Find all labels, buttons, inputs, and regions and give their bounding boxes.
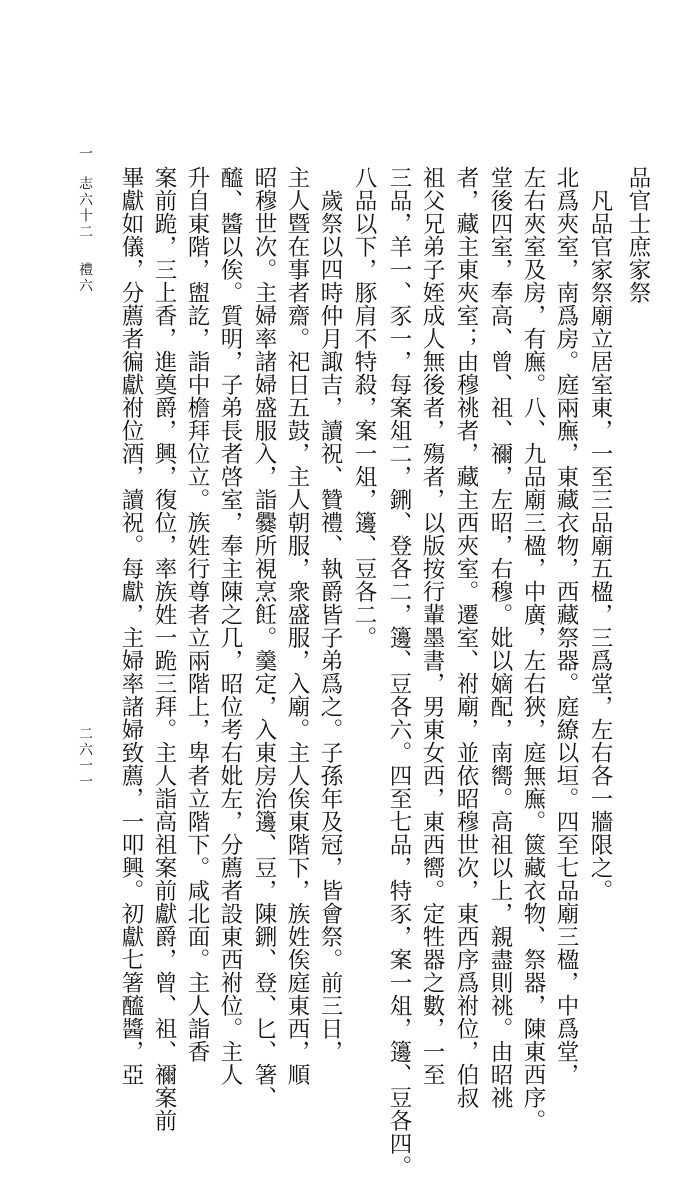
footer-chapter: 禮六	[77, 262, 93, 294]
text-column: 歲祭以四時仲月諏吉，讀祝、贊禮、執爵皆子弟爲之。子孫年及冠，皆會祭。前三日，	[317, 166, 343, 1063]
text-column: 堂後四室，奉高、曾、祖、禰，左昭，右穆。妣以嫡配，南嚮。高祖以上，親盡則祧。由昭祧	[487, 166, 513, 1109]
text-column: 祖父兄弟子姪成人無後者，殤者，以版按行輩墨書，男東女西，東西嚮。定牲器之數，一至	[419, 166, 445, 1086]
text-column: 三品，羊一、豕一，每案俎二，鉶、登各二，籩、豆各六。四至七品，特豕，案一俎，籩、豆各四。	[386, 166, 412, 1178]
text-column: 北爲夾室，南爲房。庭兩廡，東藏衣物，西藏祭器。庭繚以垣。四至七品廟三楹，中爲堂，	[553, 166, 579, 1086]
text-column: 八品以下，豚肩不特殺，案一俎，籩、豆各二。	[351, 166, 377, 649]
footer-page-number: 二六一一	[77, 726, 93, 790]
section-title: 品官士庶家祭	[625, 166, 651, 304]
text-column: 升自東階，盥訖，詣中檐拜位立。族姓行尊者立兩階上，卑者立階下。咸北面。主人詣香	[184, 166, 210, 1063]
text-column: 者，藏主東夾室；由穆祧者，藏主西夾室。遷室、祔廟，並依昭穆世次，東西序爲祔位，伯叔	[453, 166, 479, 1109]
text-column: 畢獻如儀，分薦者徧獻祔位酒，讀祝。每獻，主婦率諸婦致薦，一叩興。初獻七箸醯醬，亞	[118, 166, 144, 1086]
text-column: 案前跪，三上香，進奠爵，興，復位，率族姓一跪三拜。主人詣高祖案前獻爵，曾、祖、禰案前	[151, 166, 177, 1132]
footer-volume-mark: 一	[77, 146, 93, 162]
text-column: 左右夾室及房，有廡。八、九品廟三楹，中廣，左右狹，庭無廡。篋藏衣物、祭器，陳東西序。	[520, 166, 546, 1132]
text-column: 醯、醬以俟。質明，子弟長者啓室，奉主陳之几，昭位考右妣左，分薦者設東西祔位。主人	[217, 166, 243, 1086]
text-column: 昭穆世次。主婦率諸婦盛服入，詣爨所視烹飪。羹定，入東房治籩、豆，陳鉶、登、匕、箸、	[251, 166, 277, 1109]
text-column: 凡品官家祭廟立居室東，一至三品廟五楹，三爲堂，左右各一牆限之。	[587, 166, 613, 902]
text-column: 主人暨在事者齋。祀日五鼓，主人朝服，衆盛服，入廟。主人俟東階下，族姓俟庭東西，順	[284, 166, 310, 1086]
footer-volume: 志六十二	[77, 176, 93, 240]
